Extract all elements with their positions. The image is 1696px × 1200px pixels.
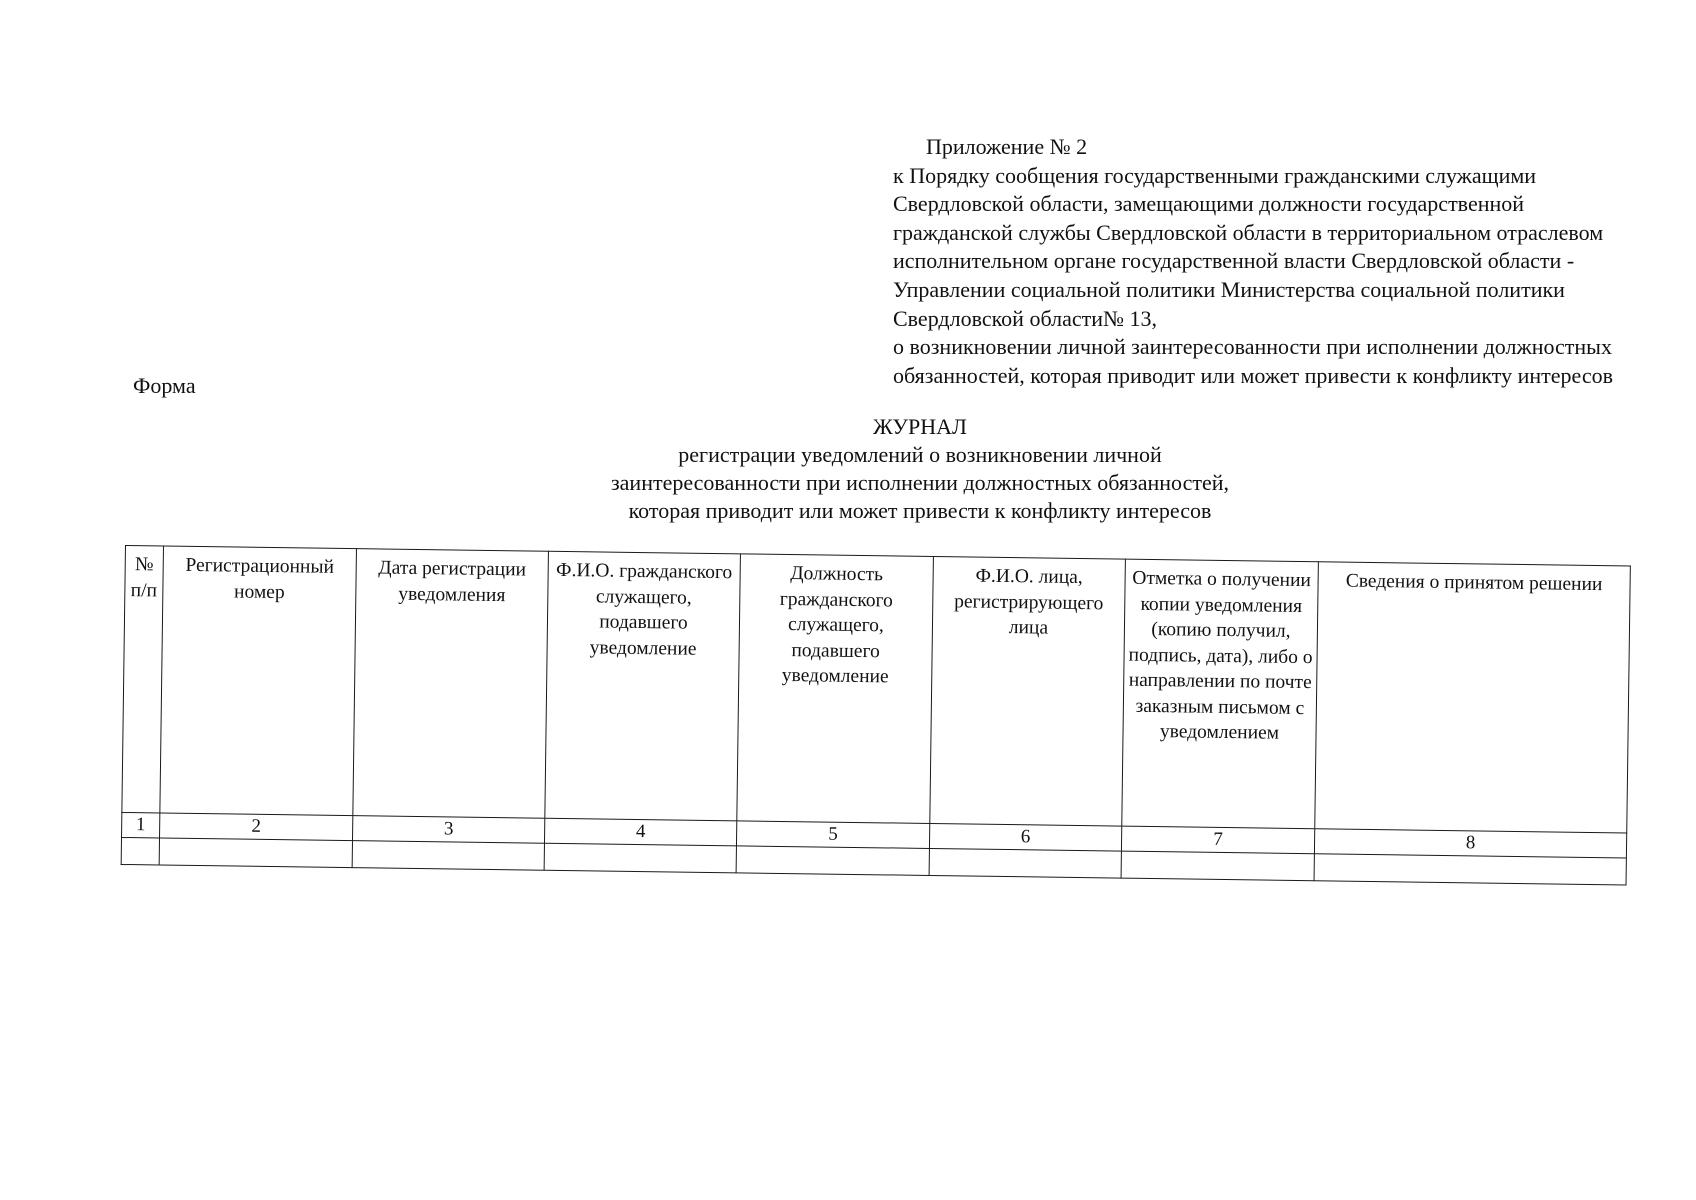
journal-subtitle-line: которая приводит или может привести к конфликту интересов bbox=[628, 498, 1212, 523]
journal-heading bbox=[540, 413, 1300, 525]
journal-subtitle-line: заинтересованности при исполнении должностных обязанностей, bbox=[610, 470, 1230, 495]
appendix-line: о возникновении личной заинтересованности при исполнении должностных bbox=[893, 334, 1612, 360]
appendix-line: к Порядку сообщения государственными гражданскими служащими bbox=[893, 162, 1537, 188]
appendix-line: исполнительном органе государственной власти Свердловской области - bbox=[893, 248, 1575, 274]
column-header-registration-number: Регистрационный номер bbox=[160, 546, 357, 816]
column-number: 7 bbox=[1121, 826, 1314, 854]
appendix-title: Приложение № 2 bbox=[926, 134, 1088, 159]
appendix-line: Свердловской области, замещающими должности государственной bbox=[893, 191, 1525, 217]
column-number: 4 bbox=[544, 818, 736, 846]
column-header-number: № п/п bbox=[122, 546, 164, 813]
table-cell bbox=[159, 838, 352, 868]
column-number: 6 bbox=[929, 823, 1121, 851]
column-header-employee-name: Ф.И.О. гражданского служащего, подавшего уведомление bbox=[545, 551, 741, 821]
form-label: Форма bbox=[133, 373, 196, 398]
appendix-line: обязанностей, которая приводит или может привести к конфликту интересов bbox=[893, 362, 1614, 388]
table-cell bbox=[352, 841, 544, 871]
journal-table-wrapper bbox=[121, 545, 1630, 885]
journal-table bbox=[121, 545, 1631, 885]
column-number: 1 bbox=[122, 812, 160, 838]
column-number: 2 bbox=[160, 813, 353, 841]
appendix-block bbox=[893, 133, 1683, 390]
table-cell bbox=[544, 843, 736, 873]
appendix-line: Управлении социальной политики Министерства социальной политики bbox=[893, 276, 1565, 302]
column-number: 5 bbox=[736, 821, 929, 849]
column-header-copy-receipt-mark: Отметка о получении копии уведомления (копию получил, подпись, дата), либо о направлении по почте заказным письмом с уведомлением bbox=[1122, 559, 1319, 829]
column-header-employee-position: Должность гражданского служащего, подавшего уведомление bbox=[737, 554, 934, 824]
table-cell bbox=[1314, 854, 1626, 885]
table-cell bbox=[929, 848, 1121, 878]
column-number: 8 bbox=[1314, 829, 1626, 858]
appendix-line: гражданской службы Свердловской области в территориальном отраслевом bbox=[893, 219, 1604, 245]
column-header-registrar-name: Ф.И.О. лица, регистрирующего лица bbox=[930, 557, 1126, 827]
journal-subtitle-line: регистрации уведомлений о возникновении личной bbox=[678, 442, 1162, 467]
table-cell bbox=[1121, 851, 1314, 881]
column-header-decision-info: Сведения о принятом решении bbox=[1315, 562, 1631, 833]
column-number: 3 bbox=[352, 816, 544, 844]
table-header-row bbox=[122, 546, 1630, 833]
column-header-registration-date: Дата регистрации уведомления bbox=[353, 549, 549, 819]
journal-title: ЖУРНАЛ bbox=[873, 414, 967, 439]
appendix-line: Свердловской области№ 13, bbox=[893, 305, 1157, 331]
table-cell bbox=[736, 846, 929, 876]
table-cell bbox=[121, 837, 159, 865]
